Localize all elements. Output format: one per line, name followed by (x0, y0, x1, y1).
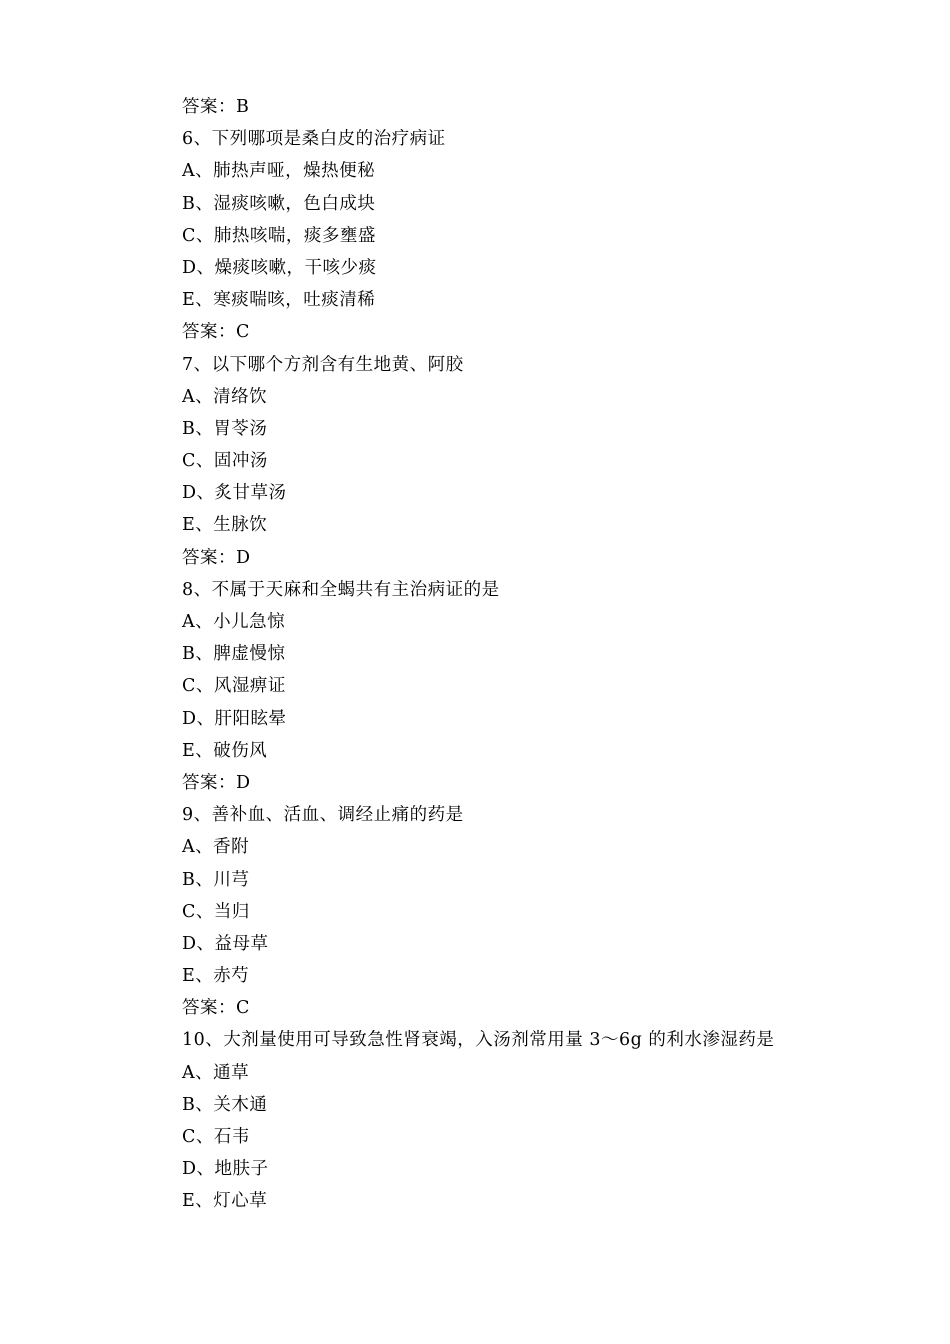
answer-line: 答案：C (182, 322, 250, 343)
option-line: C、石韦 (182, 1127, 250, 1147)
question-9: 9、善补血、活血、调经止痛的药是 (182, 805, 464, 826)
answer-line: 答案：B (182, 97, 250, 117)
option-line: C、风湿痹证 (182, 676, 286, 697)
option-line: A、清络饮 (182, 386, 268, 407)
option-line: D、燥痰咳嗽，干咳少痰 (182, 257, 377, 278)
document-page (182, 91, 902, 1218)
option-line: E、灯心草 (182, 1191, 268, 1212)
answer-line: 答案：D (182, 547, 251, 568)
option-line: E、破伤风 (182, 740, 268, 761)
option-line: C、当归 (182, 901, 250, 922)
option-line: A、香附 (182, 837, 250, 858)
option-line: C、固冲汤 (182, 451, 268, 472)
question-8: 8、不属于天麻和全蝎共有主治病证的是 (182, 579, 500, 600)
answer-line: 答案：C (182, 998, 250, 1019)
option-line: B、川芎 (182, 869, 250, 890)
option-line: E、赤芍 (182, 966, 250, 987)
option-line: B、脾虚慢惊 (182, 644, 286, 665)
option-line: B、湿痰咳嗽，色白成块 (182, 193, 376, 214)
answer-line: 答案：D (182, 772, 251, 793)
question-10: 10、大剂量使用可导致急性肾衰竭，入汤剂常用量 3～6g 的利水渗湿药是 (182, 1030, 775, 1051)
question-7: 7、以下哪个方剂含有生地黄、阿胶 (182, 354, 464, 375)
option-line: A、肺热声哑，燥热便秘 (182, 161, 376, 182)
option-line: E、寒痰喘咳，吐痰清稀 (182, 290, 376, 311)
option-line: D、炙甘草汤 (182, 483, 287, 504)
option-line: C、肺热咳喘，痰多壅盛 (182, 225, 376, 246)
option-line: A、通草 (182, 1062, 250, 1083)
option-line: E、生脉饮 (182, 515, 268, 536)
option-line: A、小儿急惊 (182, 612, 286, 632)
question-6: 6、下列哪项是桑白皮的治疗病证 (182, 129, 446, 150)
option-line: D、肝阳眩晕 (182, 708, 287, 729)
option-line: D、益母草 (182, 933, 269, 954)
option-line: B、关木通 (182, 1094, 268, 1115)
option-line: B、胃苓汤 (182, 418, 268, 439)
option-line: D、地肤子 (182, 1159, 269, 1180)
